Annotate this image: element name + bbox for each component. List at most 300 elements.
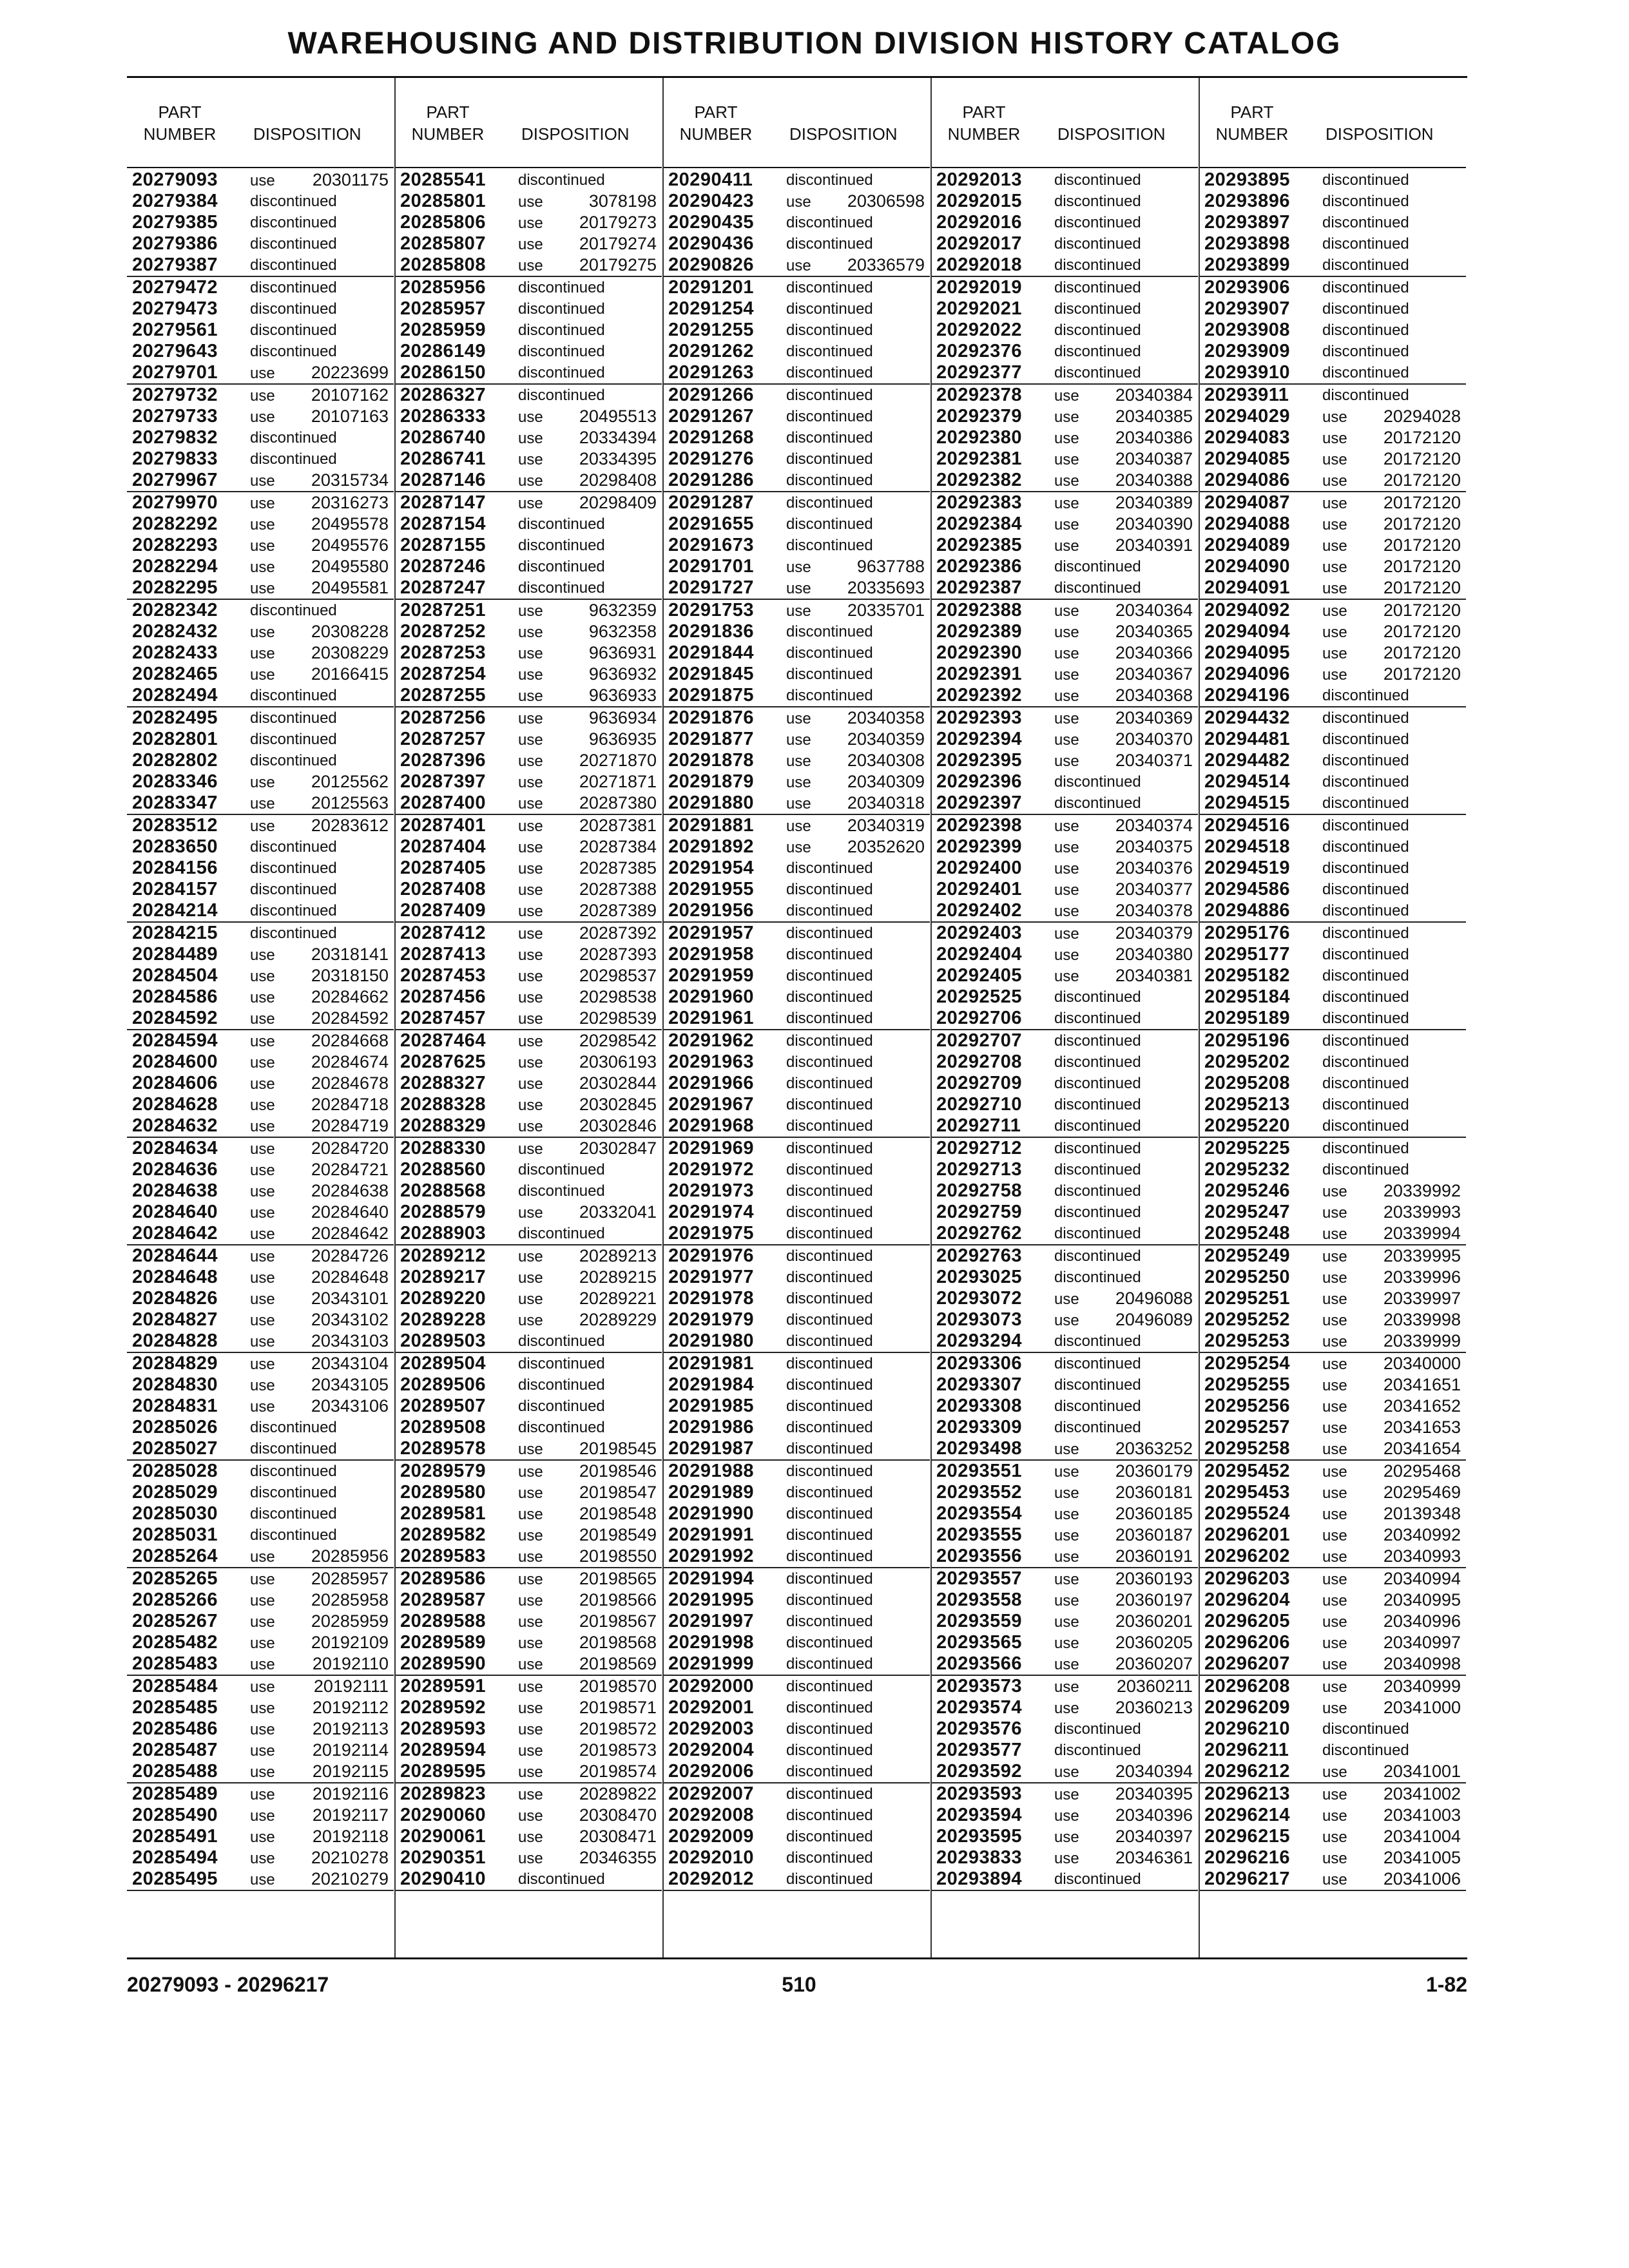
disposition: [518, 1805, 657, 1827]
disposition: discontinued: [786, 1548, 873, 1565]
catalog-entry: [663, 1052, 930, 1073]
part-number: 20286327: [400, 385, 487, 405]
part-number: 20295257: [1204, 1417, 1291, 1437]
replacement-part-number: 20341005: [1383, 1848, 1461, 1867]
part-number: 20284586: [132, 986, 218, 1007]
part-number: 20292403: [936, 923, 1023, 943]
replacement-part-number: 20302844: [579, 1073, 657, 1093]
catalog-entry: [663, 255, 930, 277]
catalog-entry: [1199, 836, 1466, 858]
part-number: 20292017: [936, 233, 1023, 254]
disposition: [518, 1761, 657, 1783]
replacement-part-number: 20340394: [1115, 1762, 1193, 1781]
use-prefix: use: [1322, 516, 1347, 533]
use-prefix: use: [250, 365, 275, 382]
part-number: 20285806: [400, 212, 487, 233]
part-number: 20294096: [1204, 664, 1291, 684]
use-prefix: use: [1322, 1656, 1347, 1673]
use-prefix: use: [250, 1721, 275, 1738]
replacement-part-number: 20284662: [311, 987, 389, 1006]
part-number: 20292000: [668, 1676, 755, 1696]
use-prefix: use: [1054, 451, 1079, 468]
disposition: [518, 1245, 657, 1267]
catalog-entry: [127, 406, 394, 427]
part-number: 20295246: [1204, 1180, 1291, 1201]
use-prefix: use: [1054, 818, 1079, 835]
catalog-entry: [395, 1869, 662, 1891]
use-prefix: use: [518, 1850, 543, 1867]
part-number: 20285027: [132, 1438, 218, 1459]
catalog-entry: [127, 341, 394, 362]
replacement-part-number: 20287380: [579, 793, 657, 812]
replacement-part-number: 20360213: [1115, 1698, 1193, 1717]
part-number: 20292387: [936, 577, 1023, 598]
catalog-entry: [395, 1138, 662, 1159]
part-number: 20291986: [668, 1417, 755, 1437]
use-prefix: use: [1054, 1700, 1079, 1717]
replacement-part-number: 20340396: [1115, 1805, 1193, 1825]
disposition: discontinued: [786, 1419, 873, 1436]
catalog-entry: [931, 1869, 1198, 1891]
disposition: discontinued: [1322, 946, 1409, 963]
disposition: [1054, 385, 1193, 407]
catalog-entry: [931, 277, 1198, 298]
part-number: 20296203: [1204, 1568, 1291, 1589]
disposition: discontinued: [1054, 1332, 1141, 1350]
catalog-entry: [395, 1288, 662, 1309]
column-header: [663, 78, 930, 168]
part-number: 20291881: [668, 815, 755, 836]
catalog-entry: [931, 1632, 1198, 1653]
catalog-entry: [127, 707, 394, 729]
disposition: discontinued: [518, 171, 605, 189]
catalog-entry: [395, 277, 662, 298]
use-prefix: use: [518, 710, 543, 727]
part-number: 20279732: [132, 385, 218, 405]
disposition: [518, 600, 657, 622]
replacement-part-number: 20284648: [311, 1267, 389, 1287]
replacement-part-number: 20284668: [311, 1031, 389, 1050]
part-number: 20294518: [1204, 836, 1291, 857]
catalog-entry: [931, 771, 1198, 793]
part-number: 20285266: [132, 1590, 218, 1610]
catalog-entry: [663, 341, 930, 362]
disposition: [518, 191, 657, 213]
part-number: 20291753: [668, 600, 755, 620]
catalog-entry: [663, 1309, 930, 1331]
catalog-entry: [395, 1590, 662, 1611]
catalog-entry: [931, 1546, 1198, 1568]
use-prefix: use: [1054, 537, 1079, 555]
catalog-entry: [1199, 492, 1466, 514]
part-number: 20292391: [936, 664, 1023, 684]
use-prefix: use: [1054, 1463, 1079, 1481]
disposition: [1054, 1761, 1193, 1783]
disposition: [250, 771, 389, 793]
header-number-label: NUMBER: [679, 124, 753, 144]
part-number: 20288568: [400, 1180, 487, 1201]
disposition: discontinued: [786, 1117, 873, 1135]
disposition: [518, 965, 657, 987]
part-number: 20295182: [1204, 965, 1291, 986]
part-number: 20290061: [400, 1826, 487, 1847]
catalog-entry: [931, 965, 1198, 986]
catalog-entry: [1199, 255, 1466, 277]
catalog-entry: [1199, 1740, 1466, 1761]
disposition: [1054, 514, 1193, 535]
disposition: [1054, 664, 1193, 686]
catalog-entry: [931, 900, 1198, 923]
replacement-part-number: 20340370: [1115, 729, 1193, 749]
catalog-entry: [127, 169, 394, 191]
part-number: 20285490: [132, 1805, 218, 1825]
part-number: 20291956: [668, 900, 755, 921]
catalog-entry: [663, 750, 930, 771]
part-number: 20287147: [400, 492, 487, 513]
replacement-part-number: 20360197: [1115, 1590, 1193, 1610]
header-disposition-label: DISPOSITION: [1325, 124, 1434, 144]
use-prefix: use: [518, 257, 543, 274]
disposition: discontinued: [1054, 773, 1141, 791]
part-number: 20289212: [400, 1245, 487, 1266]
use-prefix: use: [518, 1291, 543, 1308]
catalog-entry: [395, 879, 662, 900]
replacement-part-number: 20192118: [312, 1827, 389, 1846]
catalog-entry: [1199, 1159, 1466, 1180]
part-number: 20284827: [132, 1309, 218, 1330]
catalog-entry: [663, 535, 930, 556]
disposition: [786, 815, 925, 837]
catalog-entry: [1199, 621, 1466, 642]
disposition: [1054, 642, 1193, 664]
use-prefix: use: [786, 795, 811, 812]
catalog-entry: [931, 492, 1198, 514]
part-number: 20288329: [400, 1115, 487, 1136]
catalog-entry: [1199, 1073, 1466, 1094]
part-number: 20284640: [132, 1202, 218, 1222]
disposition: [250, 1094, 389, 1116]
replacement-part-number: 20172120: [1383, 643, 1461, 662]
disposition: [786, 771, 925, 793]
catalog-entry: [127, 1869, 394, 1891]
part-number: 20287155: [400, 535, 487, 555]
disposition: [1322, 1590, 1461, 1611]
catalog-entry: [1199, 1568, 1466, 1590]
use-prefix: use: [1322, 430, 1347, 447]
replacement-part-number: 20285959: [311, 1611, 389, 1631]
part-number: 20292003: [668, 1718, 755, 1739]
disposition: [518, 1008, 657, 1030]
catalog-entry: [1199, 1590, 1466, 1611]
catalog-entry: [1199, 1353, 1466, 1374]
use-prefix: use: [786, 710, 811, 727]
use-prefix: use: [250, 1010, 275, 1028]
catalog-entry: [663, 1676, 930, 1697]
disposition: [250, 1590, 389, 1611]
disposition: [1054, 600, 1193, 622]
disposition: [250, 1288, 389, 1310]
use-prefix: use: [1054, 1613, 1079, 1631]
catalog-entry: [395, 1245, 662, 1267]
part-number: 20295189: [1204, 1008, 1291, 1028]
replacement-part-number: 20340995: [1383, 1590, 1461, 1610]
disposition: [1054, 1438, 1193, 1460]
catalog-entry: [931, 1503, 1198, 1524]
part-number: 20291255: [668, 320, 755, 340]
disposition: [518, 1783, 657, 1805]
replacement-part-number: 20107163: [311, 407, 389, 426]
catalog-entry: [1199, 707, 1466, 729]
disposition: discontinued: [1322, 171, 1409, 189]
disposition: [250, 986, 389, 1008]
catalog-entry: [1199, 729, 1466, 750]
part-number: 20294432: [1204, 707, 1291, 728]
part-number: 20296209: [1204, 1697, 1291, 1718]
catalog-entry: [127, 923, 394, 944]
disposition: [1054, 1482, 1193, 1504]
part-number: 20279387: [132, 255, 218, 275]
part-number: 20293577: [936, 1740, 1023, 1760]
use-prefix: use: [1322, 1441, 1347, 1458]
catalog-entry: [931, 191, 1198, 212]
catalog-entry: [395, 1008, 662, 1030]
replacement-part-number: 20360181: [1115, 1483, 1193, 1502]
disposition: [518, 427, 657, 449]
header-disposition-label: DISPOSITION: [1057, 124, 1166, 144]
part-number: 20293594: [936, 1805, 1023, 1825]
part-number: 20288903: [400, 1223, 487, 1244]
part-number: 20293573: [936, 1676, 1023, 1696]
part-number: 20292380: [936, 427, 1023, 448]
disposition: discontinued: [250, 838, 337, 856]
catalog-entry: [127, 448, 394, 470]
use-prefix: use: [250, 1377, 275, 1394]
part-number: 20287397: [400, 771, 487, 792]
part-number: 20289593: [400, 1718, 487, 1739]
part-number: 20292525: [936, 986, 1023, 1007]
part-number: 20285494: [132, 1847, 218, 1868]
part-number: 20294086: [1204, 470, 1291, 490]
catalog-entry: [931, 923, 1198, 944]
disposition: discontinued: [786, 1332, 873, 1350]
part-number: 20287453: [400, 965, 487, 986]
catalog-entry: [1199, 385, 1466, 406]
part-number: 20291966: [668, 1073, 755, 1093]
catalog-entry: [395, 815, 662, 836]
disposition: [250, 406, 389, 428]
catalog-entry: [931, 1805, 1198, 1826]
replacement-part-number: 20340385: [1115, 407, 1193, 426]
catalog-entry: [127, 1761, 394, 1783]
part-number: 20295208: [1204, 1073, 1291, 1093]
replacement-part-number: 20294028: [1383, 407, 1461, 426]
part-number: 20284628: [132, 1094, 218, 1115]
part-number: 20292384: [936, 514, 1023, 534]
part-number: 20287146: [400, 470, 487, 490]
disposition: [1054, 1309, 1193, 1331]
replacement-part-number: 20340374: [1115, 816, 1193, 835]
part-number: 20285484: [132, 1676, 218, 1696]
disposition: [786, 191, 925, 213]
replacement-part-number: 20341654: [1383, 1439, 1461, 1458]
disposition: discontinued: [1322, 1161, 1409, 1178]
catalog-entry: [127, 879, 394, 900]
catalog-entry: [1199, 320, 1466, 341]
part-number: 20291673: [668, 535, 755, 555]
disposition: [250, 1138, 389, 1160]
part-number: 20282432: [132, 621, 218, 642]
part-number: 20288560: [400, 1159, 487, 1180]
part-number: 20295184: [1204, 986, 1291, 1007]
disposition: discontinued: [250, 279, 337, 296]
catalog-entry: [663, 448, 930, 470]
catalog-entry: [1199, 1847, 1466, 1869]
replacement-part-number: 20360185: [1115, 1504, 1193, 1523]
disposition: [1054, 1632, 1193, 1654]
part-number: 20296215: [1204, 1826, 1291, 1847]
catalog-entry: [1199, 341, 1466, 362]
use-prefix: use: [518, 1269, 543, 1287]
use-prefix: use: [786, 602, 811, 620]
disposition: [250, 1568, 389, 1590]
catalog-entry: [127, 1073, 394, 1094]
disposition: [1322, 492, 1461, 514]
use-prefix: use: [1054, 903, 1079, 920]
part-number: 20284826: [132, 1288, 218, 1309]
part-number: 20287413: [400, 944, 487, 965]
disposition: [250, 1353, 389, 1375]
catalog-entry: [931, 556, 1198, 577]
disposition: [786, 793, 925, 814]
part-number: 20291655: [668, 514, 755, 534]
catalog-entry: [127, 1676, 394, 1697]
part-number: 20291994: [668, 1568, 755, 1589]
disposition: discontinued: [250, 602, 337, 619]
header-disposition-label: DISPOSITION: [789, 124, 898, 144]
part-number: 20285487: [132, 1740, 218, 1760]
replacement-part-number: 20306598: [847, 191, 925, 211]
replacement-part-number: 20339993: [1383, 1202, 1461, 1222]
replacement-part-number: 20172120: [1383, 578, 1461, 597]
part-number: 20291974: [668, 1202, 755, 1222]
replacement-part-number: 20360201: [1115, 1611, 1193, 1631]
part-number: 20289504: [400, 1353, 487, 1374]
replacement-part-number: 20340319: [847, 816, 925, 835]
use-prefix: use: [250, 1248, 275, 1265]
replacement-part-number: 20192116: [312, 1784, 389, 1803]
catalog-entry: [931, 1697, 1198, 1718]
part-number: 20296207: [1204, 1653, 1291, 1674]
disposition: discontinued: [1322, 752, 1409, 769]
replacement-part-number: 20340379: [1115, 923, 1193, 943]
use-prefix: use: [250, 1829, 275, 1846]
part-number: 20295256: [1204, 1396, 1291, 1416]
disposition: [518, 836, 657, 858]
part-number: 20285801: [400, 191, 487, 211]
replacement-part-number: 20360207: [1115, 1654, 1193, 1673]
catalog-entry: [931, 1826, 1198, 1847]
replacement-part-number: 20339994: [1383, 1224, 1461, 1243]
use-prefix: use: [1054, 753, 1079, 770]
disposition: [1322, 577, 1461, 599]
part-number: 20295248: [1204, 1223, 1291, 1244]
part-number: 20291268: [668, 427, 755, 448]
part-number: 20292397: [936, 793, 1023, 813]
catalog-entry: [663, 793, 930, 815]
disposition: [1322, 1482, 1461, 1504]
catalog-entry: [663, 1503, 930, 1524]
catalog-entry: [1199, 664, 1466, 685]
part-number: 20284648: [132, 1267, 218, 1287]
part-number: 20289595: [400, 1761, 487, 1782]
use-prefix: use: [518, 645, 543, 662]
part-number: 20287252: [400, 621, 487, 642]
part-number: 20286149: [400, 341, 487, 361]
replacement-part-number: 20340368: [1115, 686, 1193, 705]
catalog-entry: [663, 298, 930, 320]
replacement-part-number: 20198568: [579, 1633, 657, 1652]
part-number: 20294088: [1204, 514, 1291, 534]
disposition: [250, 965, 389, 987]
use-prefix: use: [1322, 1613, 1347, 1631]
disposition: [518, 1438, 657, 1460]
part-number: 20293294: [936, 1331, 1023, 1351]
disposition: discontinued: [518, 1161, 605, 1178]
disposition: [250, 1052, 389, 1073]
catalog-entry: [127, 320, 394, 341]
disposition: [250, 1030, 389, 1052]
part-number: 20291875: [668, 685, 755, 706]
use-prefix: use: [518, 839, 543, 856]
catalog-entry: [1199, 191, 1466, 212]
disposition: [250, 1783, 389, 1805]
replacement-part-number: 20339996: [1383, 1267, 1461, 1287]
catalog-entry: [931, 793, 1198, 815]
disposition: discontinued: [786, 1225, 873, 1242]
disposition: [1054, 535, 1193, 557]
replacement-part-number: 20198574: [579, 1762, 657, 1781]
catalog-entry: [1199, 1783, 1466, 1805]
catalog-entry: [663, 362, 930, 385]
part-number: 20291254: [668, 298, 755, 319]
footer-section: 1-82: [1425, 1973, 1467, 1996]
replacement-part-number: 20341651: [1383, 1375, 1461, 1394]
use-prefix: use: [250, 1398, 275, 1416]
disposition: [518, 1115, 657, 1137]
column-divider: [394, 78, 396, 1957]
part-number: 20291984: [668, 1374, 755, 1395]
part-number: 20285267: [132, 1611, 218, 1631]
use-prefix: use: [518, 1592, 543, 1610]
catalog-entry: [931, 406, 1198, 427]
part-number: 20285483: [132, 1653, 218, 1674]
disposition: discontinued: [1054, 1117, 1141, 1135]
replacement-part-number: 20192113: [312, 1719, 389, 1738]
catalog-entry: [1199, 685, 1466, 707]
disposition: [250, 1374, 389, 1396]
part-number: 20292021: [936, 298, 1023, 319]
disposition: discontinued: [1054, 1742, 1141, 1759]
catalog-entry: [931, 707, 1198, 729]
disposition: discontinued: [786, 1785, 873, 1803]
use-prefix: use: [518, 408, 543, 426]
replacement-part-number: 20287388: [579, 879, 657, 899]
part-number: 20296216: [1204, 1847, 1291, 1868]
catalog-entry: [127, 965, 394, 986]
disposition: [518, 1052, 657, 1073]
disposition: discontinued: [786, 1570, 873, 1588]
catalog-entry: [931, 1180, 1198, 1202]
